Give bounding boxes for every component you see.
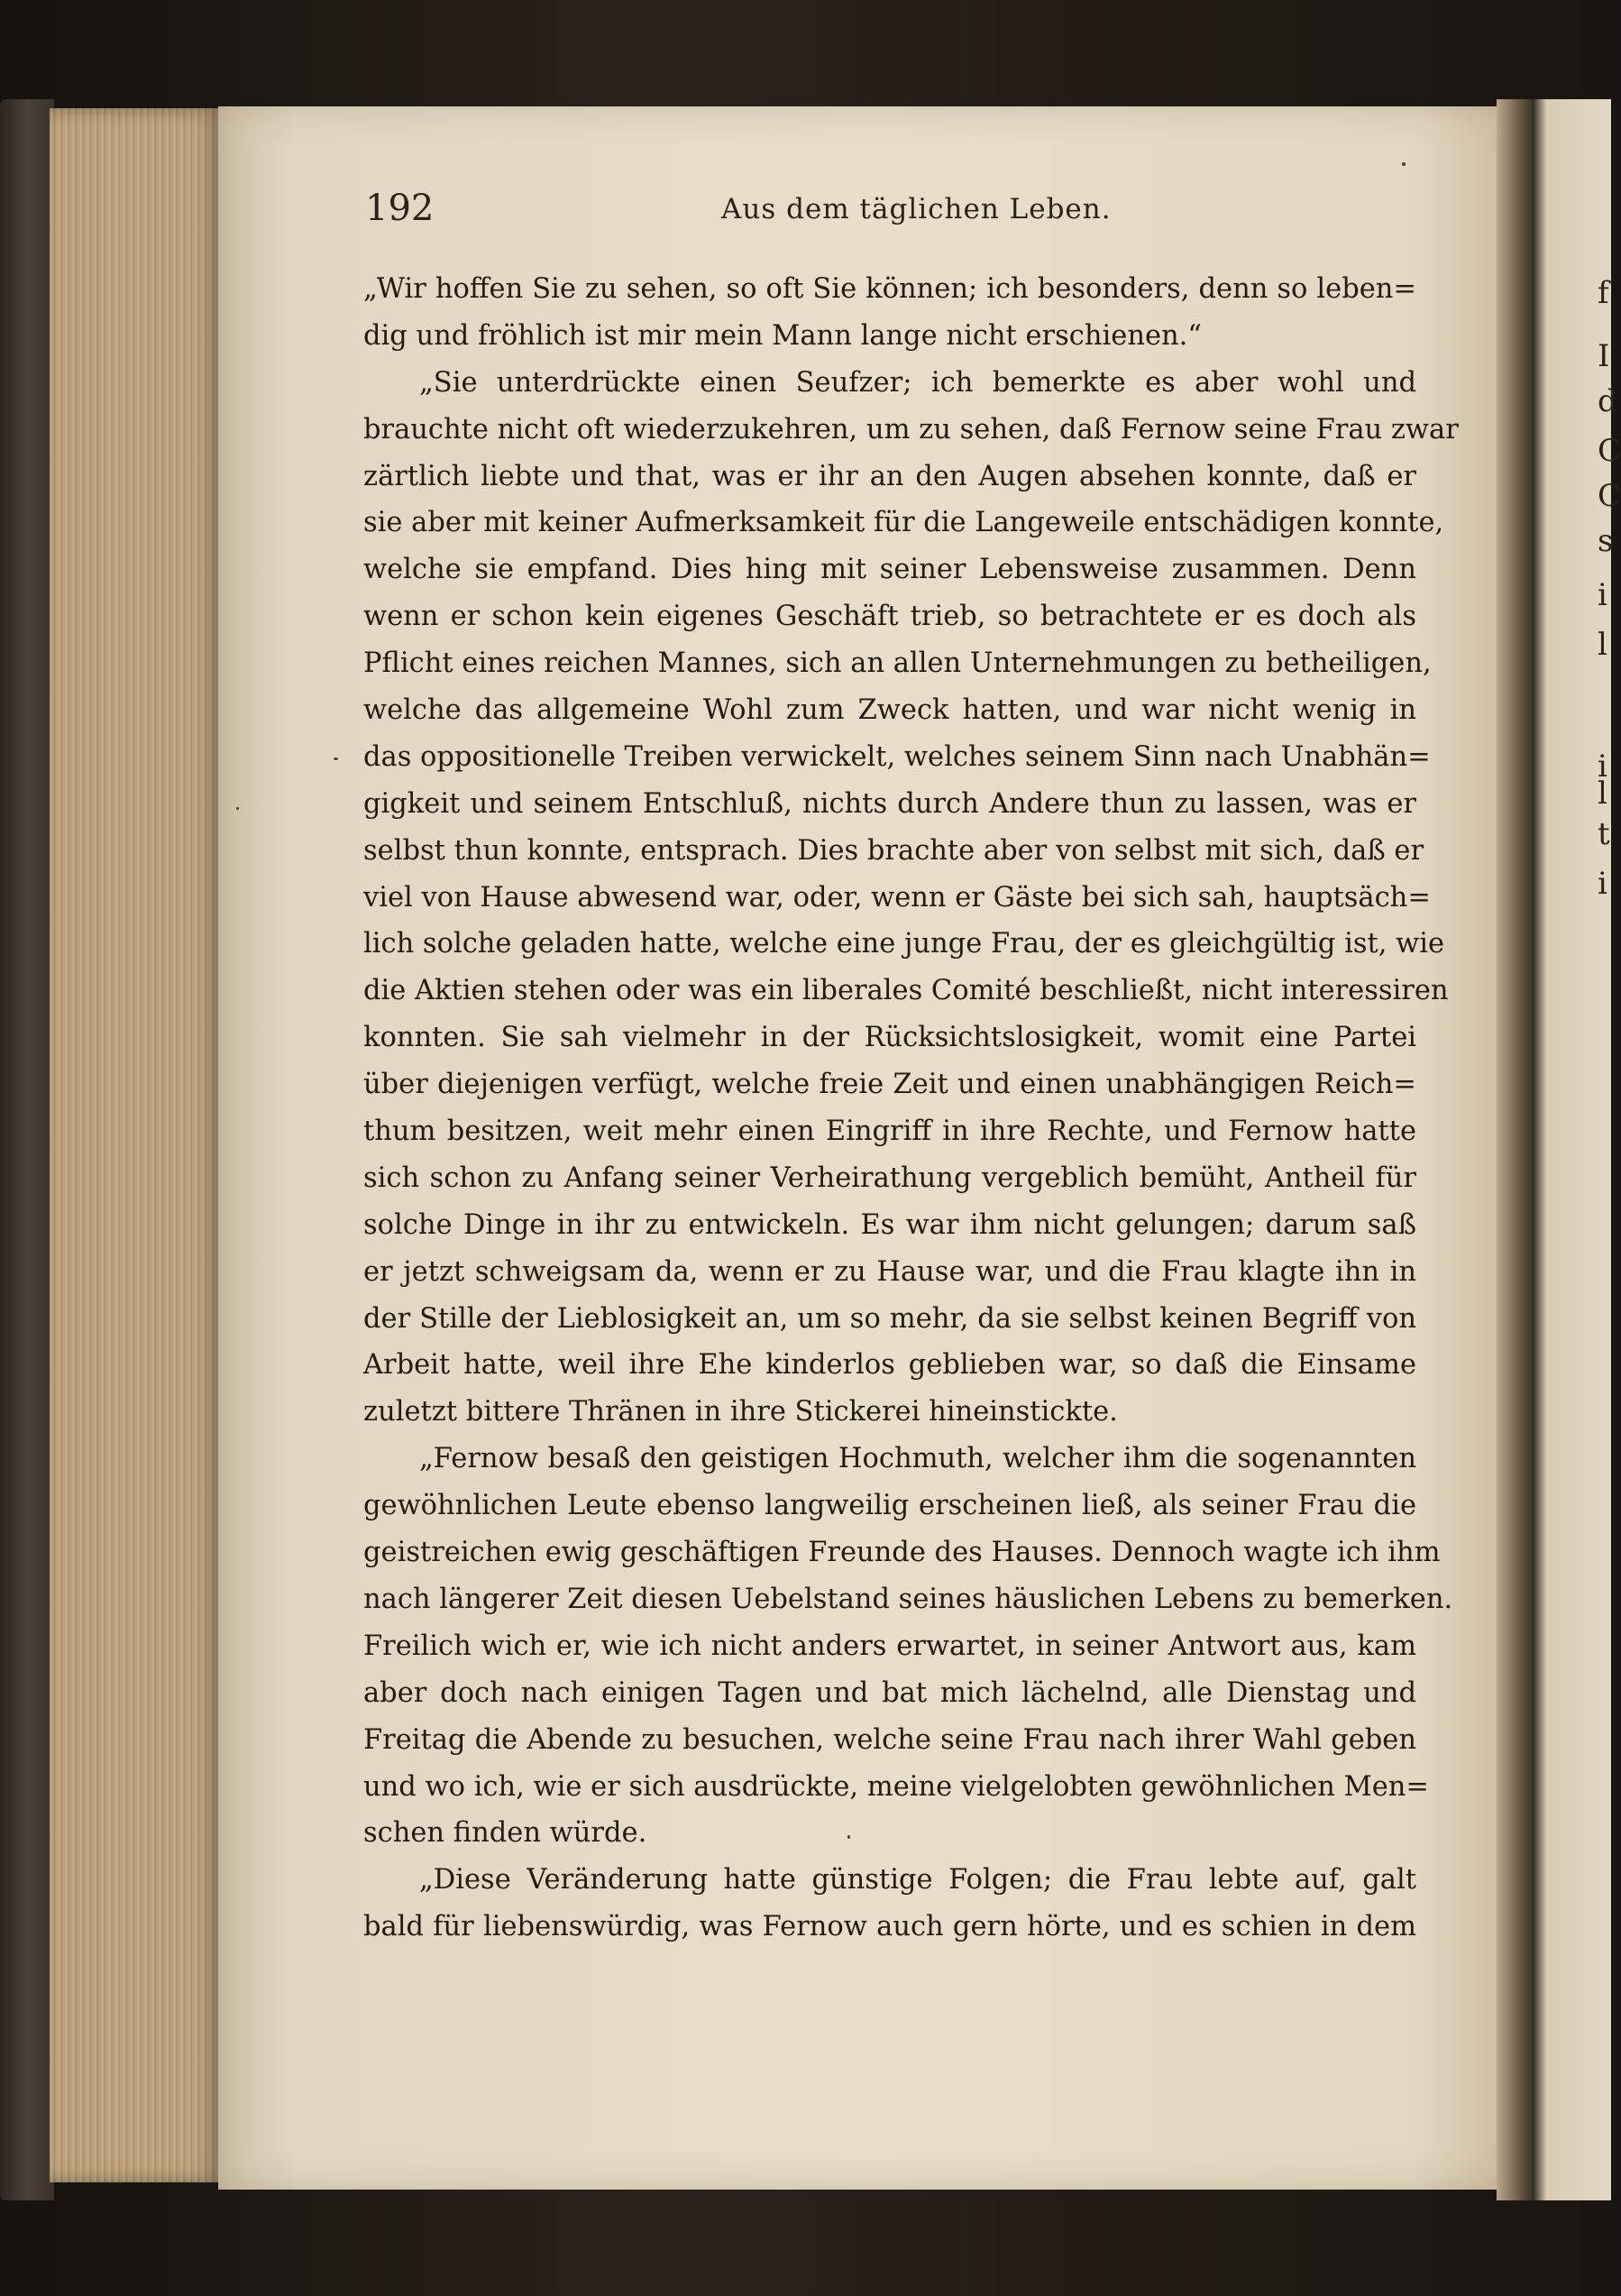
text-line: schen finden würde. [363, 1817, 647, 1850]
text-line: „Fernow besaß den geistigen Hochmuth, welcher ihm die sogenannten [419, 1443, 1416, 1475]
text-line: konnten. Sie sah vielmehr in der Rücksichtslosigkeit, womit eine Partei [363, 1022, 1416, 1054]
paper-speck [1402, 162, 1406, 166]
text-line: Freilich wich er, wie ich nicht anders erwartet, in seiner Antwort aus, kam [363, 1630, 1416, 1662]
text-line: wenn er schon kein eigenes Geschäft trieb, so betrachtete er es doch als [363, 601, 1416, 633]
text-line: aber doch nach einigen Tagen und bat mich lächelnd, alle Dienstag und [363, 1676, 1416, 1709]
facing-page-letter: i [1598, 748, 1607, 785]
text-line: die Aktien stehen oder was ein liberales Comité beschließt, nicht interessiren [363, 975, 1449, 1007]
body-text [363, 266, 1459, 1951]
book-cover-left [0, 99, 54, 2200]
facing-page-letter: s [1598, 523, 1614, 559]
text-line: das oppositionelle Treiben verwickelt, welches seinem Sinn nach Unabhän= [363, 740, 1431, 773]
facing-page-letter: C [1598, 433, 1621, 469]
text-line: über diejenigen verfügt, welche freie Zeit und einen unabhängigen Reich= [363, 1069, 1416, 1101]
page-edges [50, 108, 221, 2182]
text-line: Pflicht eines reichen Mannes, sich an allen Unternehmungen zu betheiligen, [363, 647, 1432, 680]
text-line: „Wir hoffen Sie zu sehen, so oft Sie können; ich besonders, denn so leben= [363, 273, 1416, 305]
facing-page-letter: i [1598, 866, 1607, 902]
text-line: geistreichen ewig geschäftigen Freunde des Hauses. Dennoch wagte ich ihm [363, 1537, 1441, 1569]
text-line: und wo ich, wie er sich ausdrückte, meine vielgelobten gewöhnlichen Men= [363, 1770, 1429, 1803]
paper-speck [334, 758, 338, 760]
facing-page-letter: i [1598, 577, 1607, 613]
text-line: selbst thun konnte, entsprach. Dies brachte aber von selbst mit sich, daß er [363, 834, 1424, 867]
text-line: Arbeit hatte, weil ihre Ehe kinderlos geblieben war, so daß die Einsame [363, 1349, 1416, 1382]
text-line: thum besitzen, weit mehr einen Eingriff in ihre Rechte, und Fernow hatte [363, 1116, 1416, 1148]
running-head: Aus dem täglichen Leben. [721, 193, 1112, 225]
text-line: bald für liebenswürdig, was Fernow auch gern hörte, und es schien in dem [363, 1911, 1416, 1943]
text-line: lich solche geladen hatte, welche eine junge Frau, der es gleichgültig ist, wie [363, 928, 1445, 960]
text-line: „Diese Veränderung hatte günstige Folgen; die Frau lebte auf, galt [419, 1864, 1416, 1896]
text-line: welche sie empfand. Dies hing mit seiner Lebensweise zusammen. Denn [363, 554, 1416, 586]
paper-speck [236, 807, 239, 810]
book-gutter [1497, 99, 1537, 2200]
facing-page-letter: t [1598, 816, 1610, 852]
facing-page-letter: l [1598, 627, 1607, 663]
text-line: solche Dinge in ihr zu entwickeln. Es war ihm nicht gelungen; darum saß [363, 1208, 1416, 1241]
text-line: Freitag die Abende zu besuchen, welche seine Frau nach ihrer Wahl geben [363, 1723, 1416, 1756]
text-line: nach längerer Zeit diesen Uebelstand seines häuslichen Lebens zu bemerken. [363, 1583, 1453, 1615]
text-line: zärtlich liebte und that, was er ihr an den Augen absehen konnte, daß er [363, 460, 1416, 492]
text-line: brauchte nicht oft wiederzukehren, um zu sehen, daß Fernow seine Frau zwar [363, 413, 1459, 445]
text-line: welche das allgemeine Wohl zum Zweck hatten, und war nicht wenig in [363, 694, 1416, 727]
text-line: zuletzt bittere Thränen in ihre Stickerei hineinstickte. [363, 1396, 1118, 1428]
text-line: dig und fröhlich ist mir mein Mann lange nicht erschienen.“ [363, 319, 1202, 352]
text-line: der Stille der Lieblosigkeit an, um so mehr, da sie selbst keinen Begriff von [363, 1302, 1416, 1335]
text-line: sich schon zu Anfang seiner Verheirathung vergeblich bemüht, Antheil für [363, 1162, 1416, 1194]
text-line: viel von Hause abwesend war, oder, wenn er Gäste bei sich sah, hauptsäch= [363, 881, 1431, 914]
page-number: 192 [365, 188, 435, 229]
text-line: gewöhnlichen Leute ebenso langweilig erscheinen ließ, als seiner Frau die [363, 1490, 1416, 1522]
facing-page-letter: l [1598, 776, 1607, 812]
page-header [365, 188, 1429, 233]
paper-speck [847, 1835, 850, 1839]
facing-page-letter: f [1598, 275, 1609, 311]
facing-page-letter: C [1598, 478, 1621, 514]
text-line: gigkeit und seinem Entschluß, nichts durch Andere thun zu lassen, was er [363, 787, 1416, 820]
text-line: „Sie unterdrückte einen Seufzer; ich bemerkte es aber wohl und [419, 366, 1416, 399]
facing-page-letter: I [1598, 338, 1610, 374]
facing-page-letter: d [1598, 383, 1617, 419]
text-line: er jetzt schweigsam da, wenn er zu Hause war, und die Frau klagte ihn in [363, 1255, 1416, 1288]
text-line: sie aber mit keiner Aufmerksamkeit für die Langeweile entschädigen konnte, [363, 507, 1444, 539]
